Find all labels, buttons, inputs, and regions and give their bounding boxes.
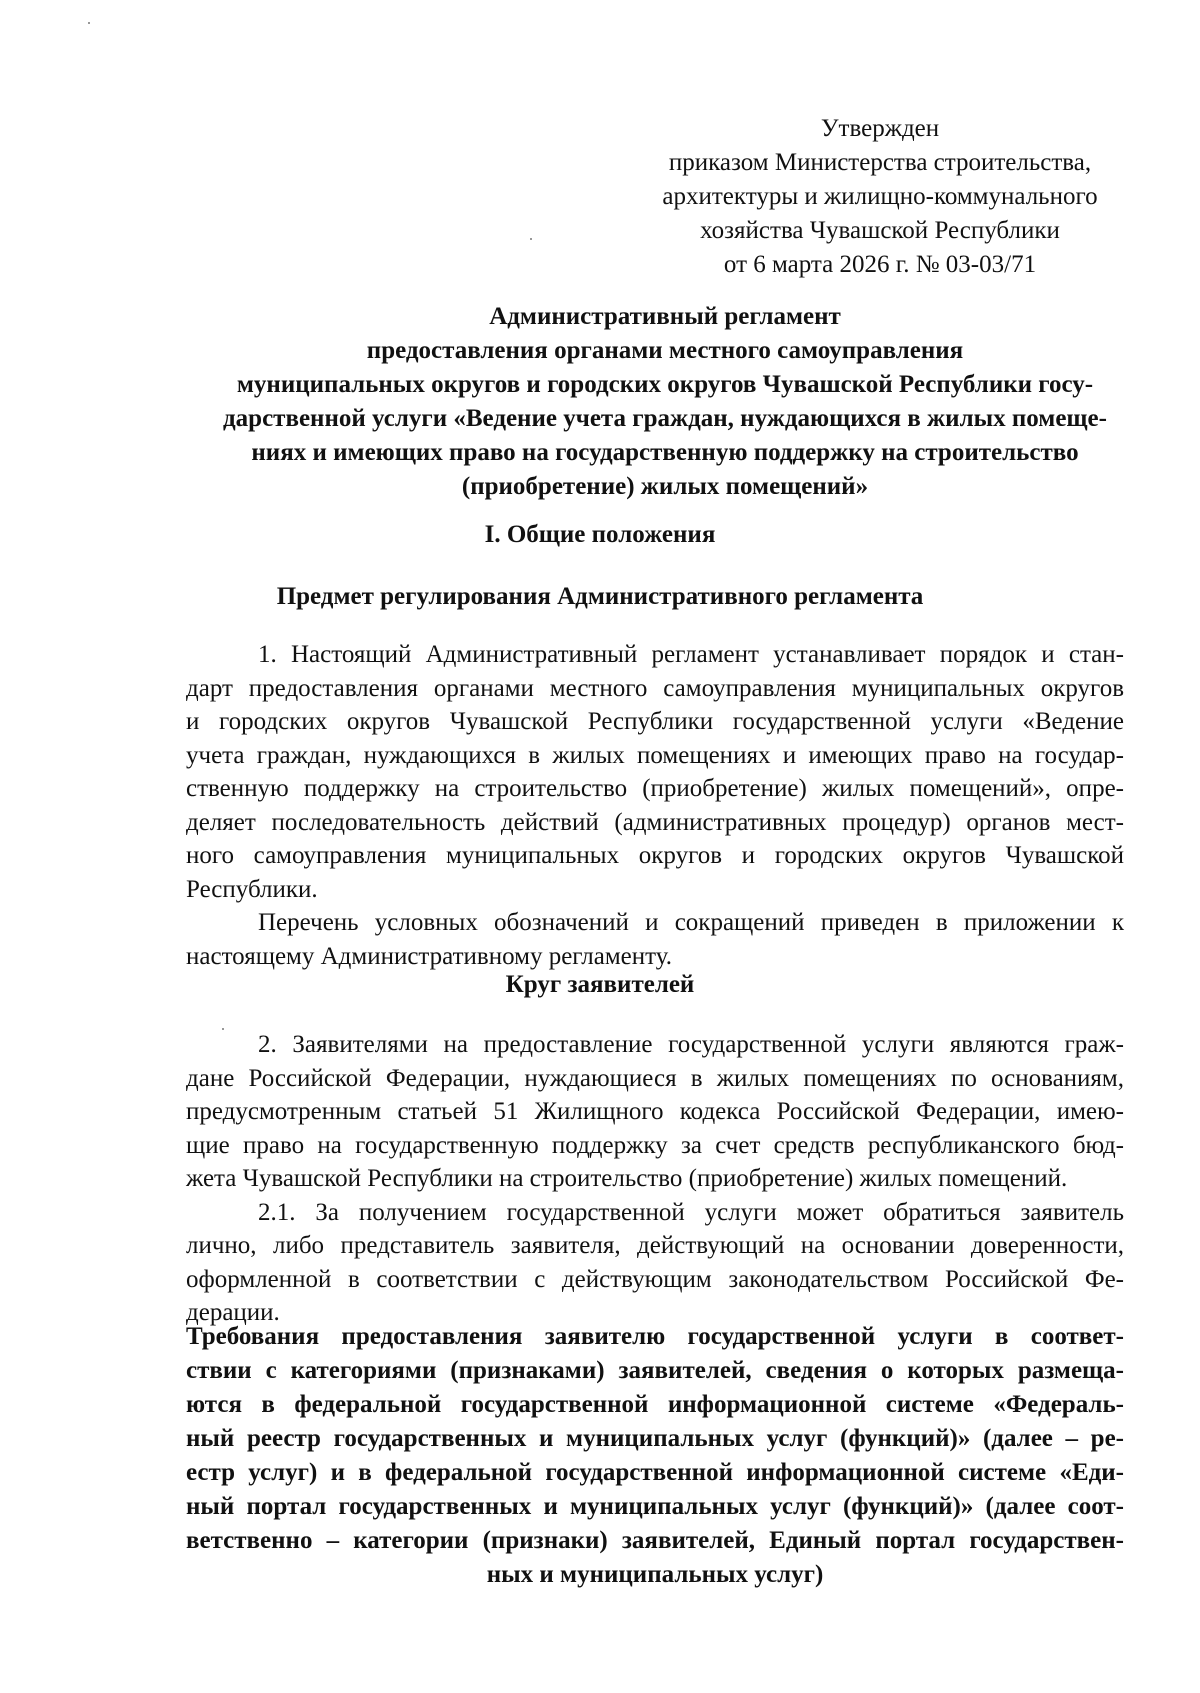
- paragraph-line: ного самоуправления муниципальных округов и городских округов Чувашской: [186, 842, 1124, 869]
- paragraph-line: дерации.: [186, 1299, 280, 1326]
- requirements-line: ветственно – категории (признаки) заявителей, Единый портал государствен-: [186, 1527, 1124, 1554]
- approval-line: приказом Министерства строительства,: [668, 149, 1092, 176]
- paragraph-line: дарт предоставления органами местного самоуправления муниципальных округов: [186, 674, 1124, 702]
- scan-speck: [530, 238, 532, 240]
- paragraph-line: лично, либо представитель заявителя, действующий на основании доверенности,: [186, 1232, 1124, 1259]
- paragraph-line: 2. Заявителями на предоставление государственной услуги являются граж-: [258, 1031, 1124, 1058]
- title-line: (приобретение) жилых помещений»: [461, 473, 869, 500]
- approval-line: хозяйства Чувашской Республики: [700, 217, 1060, 244]
- requirements-line: ный реестр государственных и муниципальных услуг (функций)» (далее – ре-: [186, 1425, 1124, 1452]
- section-heading: I. Общие положения: [484, 521, 716, 548]
- paragraph-line: деляет последовательность действий (административных процедур) органов мест-: [186, 808, 1124, 836]
- approval-line: Утвержден: [820, 115, 940, 142]
- paragraph-2: [186, 1028, 1124, 1330]
- paragraph-1: [186, 638, 1124, 973]
- approval-block: [640, 112, 1120, 282]
- title-line: предоставления органами местного самоуправления: [366, 337, 964, 364]
- paragraph-line: оформленной в соответствии с действующим законодательством Российской Фе-: [186, 1265, 1124, 1293]
- requirements-line: ных и муниципальных услуг): [486, 1561, 824, 1588]
- approval-line: от 6 марта 2026 г. № 03-03/71: [723, 251, 1037, 278]
- requirements-heading: [186, 1320, 1124, 1592]
- paragraph-line: Республики.: [186, 875, 318, 903]
- paragraph-line: щие право на государственную поддержку за счет средств республиканского бюд-: [186, 1131, 1124, 1159]
- paragraph-line: учета граждан, нуждающихся в жилых помещениях и имеющих право на государ-: [186, 741, 1124, 769]
- title-line: Административный регламент: [489, 303, 841, 330]
- paragraph-line: жета Чувашской Республики на строительство (приобретение) жилых помещений.: [186, 1165, 1068, 1192]
- paragraph-line: Перечень условных обозначений и сокращений приведен в приложении к: [258, 909, 1124, 936]
- requirements-line: естр услуг) и в федеральной государственной информационной системе «Еди-: [186, 1459, 1124, 1486]
- title-line: муниципальных округов и городских округов Чувашской Республики госу-: [236, 371, 1094, 398]
- subsection-heading: Предмет регулирования Административного регламента: [276, 583, 924, 610]
- requirements-line: ный портал государственных и муниципальных услуг (функций)» (далее соот-: [186, 1493, 1124, 1520]
- paragraph-line: 1. Настоящий Административный регламент устанавливает порядок и стан-: [258, 641, 1124, 668]
- scan-speck: [222, 1028, 224, 1030]
- document-title: [200, 300, 1130, 504]
- title-line: дарственной услуги «Ведение учета граждан, нуждающихся в жилых помеще-: [223, 405, 1107, 432]
- paragraph-line: предусмотренным статьей 51 Жилищного кодекса Российской Федерации, имею-: [186, 1098, 1124, 1125]
- requirements-line: ются в федеральной государственной информационной системе «Федераль-: [186, 1391, 1124, 1418]
- paragraph-line: 2.1. За получением государственной услуги может обратиться заявитель: [258, 1198, 1124, 1226]
- paragraph-line: настоящему Административному регламенту.: [186, 942, 672, 970]
- approval-line: архитектуры и жилищно-коммунального: [662, 183, 1098, 210]
- requirements-line: Требования предоставления заявителю государственной услуги в соответ-: [186, 1323, 1124, 1350]
- requirements-line: ствии с категориями (признаками) заявителей, сведения о которых размеща-: [186, 1357, 1124, 1384]
- paragraph-line: дане Российской Федерации, нуждающиеся в жилых помещениях по основаниям,: [186, 1064, 1124, 1092]
- paragraph-line: и городских округов Чувашской Республики государственной услуги «Ведение: [186, 708, 1124, 735]
- applicants-heading: Круг заявителей: [505, 971, 695, 998]
- paragraph-line: ственную поддержку на строительство (приобретение) жилых помещений», опре-: [186, 775, 1124, 802]
- scan-speck: [88, 22, 90, 24]
- title-line: ниях и имеющих право на государственную поддержку на строительство: [251, 439, 1079, 466]
